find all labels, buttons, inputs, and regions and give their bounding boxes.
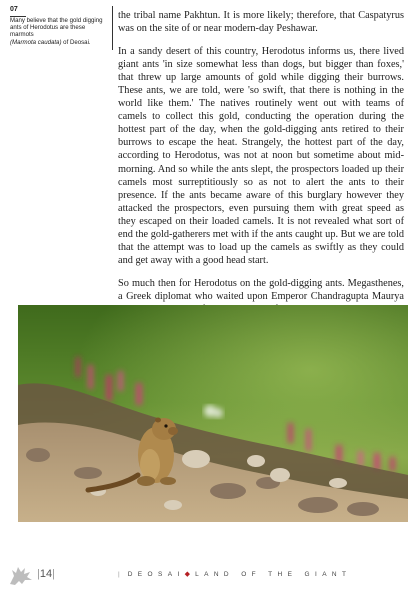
running-title-right: LAND OF THE GIANT [195,571,352,578]
running-title: | DEOSAI◆ LAND OF THE GIANT [118,571,352,578]
marmot-photo [18,305,408,522]
caption-line-2: ants of Herodotus are these marmots [10,24,86,39]
caption-number: 07 [10,6,26,17]
running-title-left: DEOSAI [127,571,185,578]
page-number-value: 14 [39,568,53,580]
body-text [118,9,404,352]
page-number: |14| [37,568,55,580]
ibex-logo-icon [8,564,34,586]
photo-caption [10,6,113,50]
caption-line-1: Many believe that the gold digging [10,17,103,24]
diamond-icon: ◆ [184,571,191,578]
paragraph-3: So much then for Herodotus on the gold-digging ants. Megasthenes, a Greek diplomat who waited upon Emperor Chandragupta Maurya [118,277,404,302]
paragraph-2: In a sandy desert of this country, Herodotus informs us, there lived giant ants 'in size somewhat less than dogs, but bigger than foxes,' that threw up large amounts of gold while digging their burrows. These ants, we are told, were 'so swift, that there is nothing in the world like them.' The natives routinely went out with teams of camels to collect this gold, conducting the operation during the hottest part of the day, when the gold-digging ants retired to their burrows to escape the heat. Strangely, the hottest part of the day, according to Herodotus, was not at noon but sometime about mid-morning. And so while the ants slept, the prospectors loaded up their camels most surreptitiously so as not to alert the ants to their presence. If the ants became aware of this burglary however they attacked the prospectors, even pursuing them with great speed as they escaped on their loaded camels. It is not revealed what sort of end the gold-gatherers met with if the ants caught up. But we are told that the attempt was to load up the camels as swiftly as they could and get away with a good head start. [118,46,404,266]
paragraph-1: the tribal name Pakhtun. It is more likely; therefore, that Caspatyrus was on the site of or near modern-day Peshawar. [118,10,404,35]
caption-species: (Marmota caudata) [10,38,62,46]
caption-text [10,17,108,46]
caption-line-3-rest: of Deosai. [61,38,91,46]
